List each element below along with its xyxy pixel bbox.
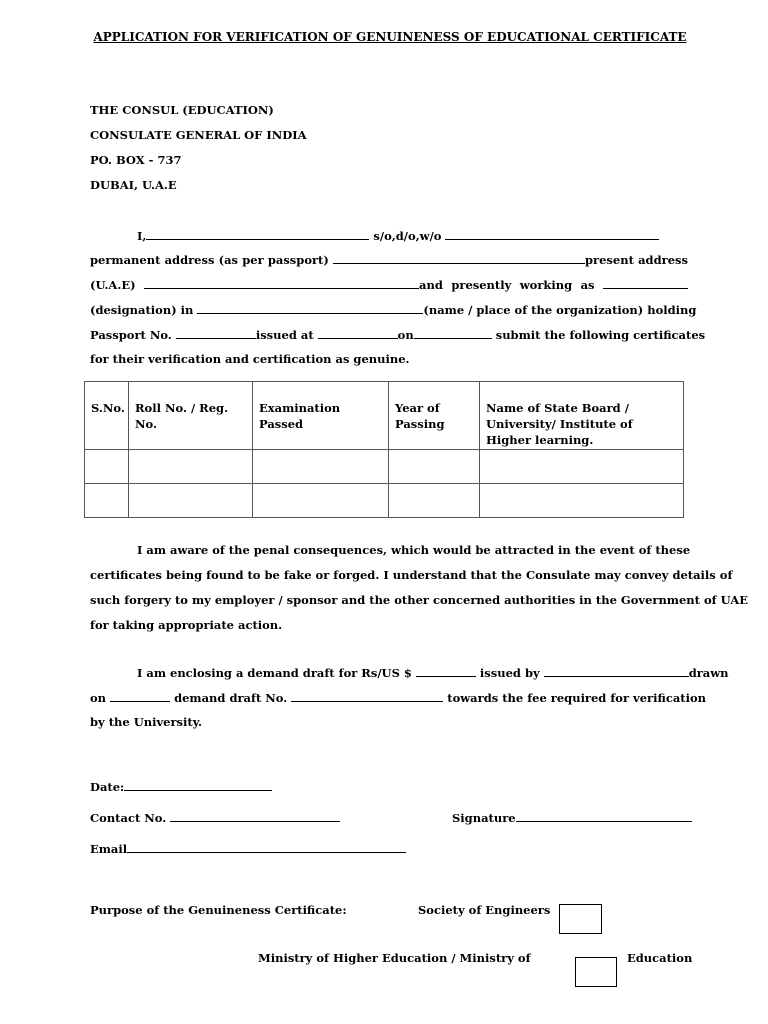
table-cell[interactable] — [253, 450, 389, 484]
issued-at-field[interactable] — [318, 327, 398, 339]
passport-line — [90, 327, 706, 342]
contact-field[interactable] — [170, 810, 340, 822]
applicant-line — [137, 228, 659, 243]
name-place-label: (name / place of the organization) holding — [423, 303, 697, 317]
society-label: Society of Engineers — [418, 903, 551, 917]
dd-no-label: demand draft No. — [174, 691, 288, 705]
header-sno: S.No. — [85, 382, 129, 450]
email-field[interactable] — [127, 841, 406, 853]
uae-label: (U.A.E) — [90, 278, 136, 292]
dd-number-field[interactable] — [291, 690, 443, 702]
header-year: Year of Passing — [389, 382, 480, 450]
date-label: Date: — [90, 780, 125, 794]
header-roll-no: Roll No. / Reg. No. — [129, 382, 253, 450]
address-label: address — [164, 253, 215, 267]
document-title: APPLICATION FOR VERIFICATION OF GENUINENESS OF EDUCATIONAL CERTIFICATE — [93, 30, 687, 44]
certificates-table — [84, 381, 684, 518]
address-line-consul: THE CONSUL (EDUCATION) — [90, 103, 274, 117]
declaration-line-1: I am aware of the penal consequences, which would be attracted in the event of these — [137, 543, 691, 557]
bank-field[interactable] — [110, 690, 170, 702]
declaration-line-2: certificates being found to be fake or forged. I understand that the Consulate may convey details of — [90, 568, 733, 582]
amount-field[interactable] — [416, 665, 476, 677]
table-cell[interactable] — [129, 484, 253, 518]
drawn-label: drawn — [688, 666, 729, 680]
relation-label: s/o,d/o,w/o — [373, 229, 442, 243]
submit-label: submit the following certificates — [495, 328, 706, 342]
table-row — [85, 484, 684, 518]
i-label: I, — [137, 229, 147, 243]
ministry-label: Ministry of Higher Education / Ministry of — [258, 951, 531, 965]
present-address-label: present address — [585, 253, 688, 267]
table-cell[interactable] — [389, 450, 480, 484]
table-cell[interactable] — [129, 450, 253, 484]
email-row — [90, 841, 406, 856]
present-address-field[interactable] — [144, 277, 419, 289]
contact-label: Contact No. — [90, 811, 167, 825]
declaration-line-4: for taking appropriate action. — [90, 618, 283, 632]
designation-in-label: (designation) in — [90, 303, 194, 317]
demand-draft-line-1 — [137, 665, 729, 680]
towards-label: towards the fee required for verification — [447, 691, 706, 705]
issue-date-field[interactable] — [414, 327, 492, 339]
table-row — [85, 450, 684, 484]
organization-field[interactable] — [197, 302, 423, 314]
as-per-passport-label: (as per passport) — [218, 253, 329, 267]
table-cell[interactable] — [85, 450, 129, 484]
signature-label: Signature — [452, 811, 516, 825]
header-board: Name of State Board / University/ Institute of Higher learning. — [480, 382, 684, 450]
email-label: Email — [90, 842, 128, 856]
table-cell[interactable] — [480, 450, 684, 484]
table-cell[interactable] — [85, 484, 129, 518]
issued-at-label: issued at — [255, 328, 314, 342]
purpose-label: Purpose of the Genuineness Certificate: — [90, 903, 347, 917]
on-label: on — [397, 328, 414, 342]
applicant-name-field[interactable] — [146, 228, 369, 240]
working-as-label: and presently working as — [419, 278, 595, 292]
permanent-label: permanent — [90, 253, 161, 267]
verification-line: for their verification and certification as genuine. — [90, 352, 410, 366]
signature-row — [452, 810, 692, 825]
address-line-city: DUBAI, U.A.E — [90, 178, 177, 192]
demand-draft-line-2 — [90, 690, 706, 705]
permanent-address-line — [90, 252, 688, 267]
passport-no-label: Passport No. — [90, 328, 172, 342]
table-cell[interactable] — [389, 484, 480, 518]
date-field[interactable] — [124, 779, 272, 791]
date-row — [90, 779, 272, 794]
designation-field[interactable] — [603, 277, 688, 289]
issued-by-field[interactable] — [544, 665, 689, 677]
issued-by-label: issued by — [479, 666, 540, 680]
address-line-pobox: PO. BOX - 737 — [90, 153, 182, 167]
passport-no-field[interactable] — [176, 327, 256, 339]
on-bank-label: on — [90, 691, 107, 705]
table-header-row — [85, 382, 684, 450]
relation-name-field[interactable] — [445, 228, 659, 240]
declaration-line-3: such forgery to my employer / sponsor and the other concerned authorities in the Government of UAE — [90, 593, 748, 607]
table-cell[interactable] — [480, 484, 684, 518]
address-line-consulate: CONSULATE GENERAL OF INDIA — [90, 128, 307, 142]
organization-line — [90, 302, 697, 317]
ministry-checkbox[interactable] — [575, 957, 617, 987]
education-label: Education — [627, 951, 693, 965]
header-examination: Examination Passed — [253, 382, 389, 450]
demand-draft-line-3: by the University. — [90, 715, 203, 729]
contact-row — [90, 810, 340, 825]
enclosing-label: I am enclosing a demand draft for Rs/US $ — [137, 666, 412, 680]
permanent-address-field[interactable] — [333, 252, 585, 264]
society-checkbox[interactable] — [559, 904, 602, 934]
table-cell[interactable] — [253, 484, 389, 518]
uae-address-line — [90, 277, 688, 292]
signature-field[interactable] — [516, 810, 692, 822]
